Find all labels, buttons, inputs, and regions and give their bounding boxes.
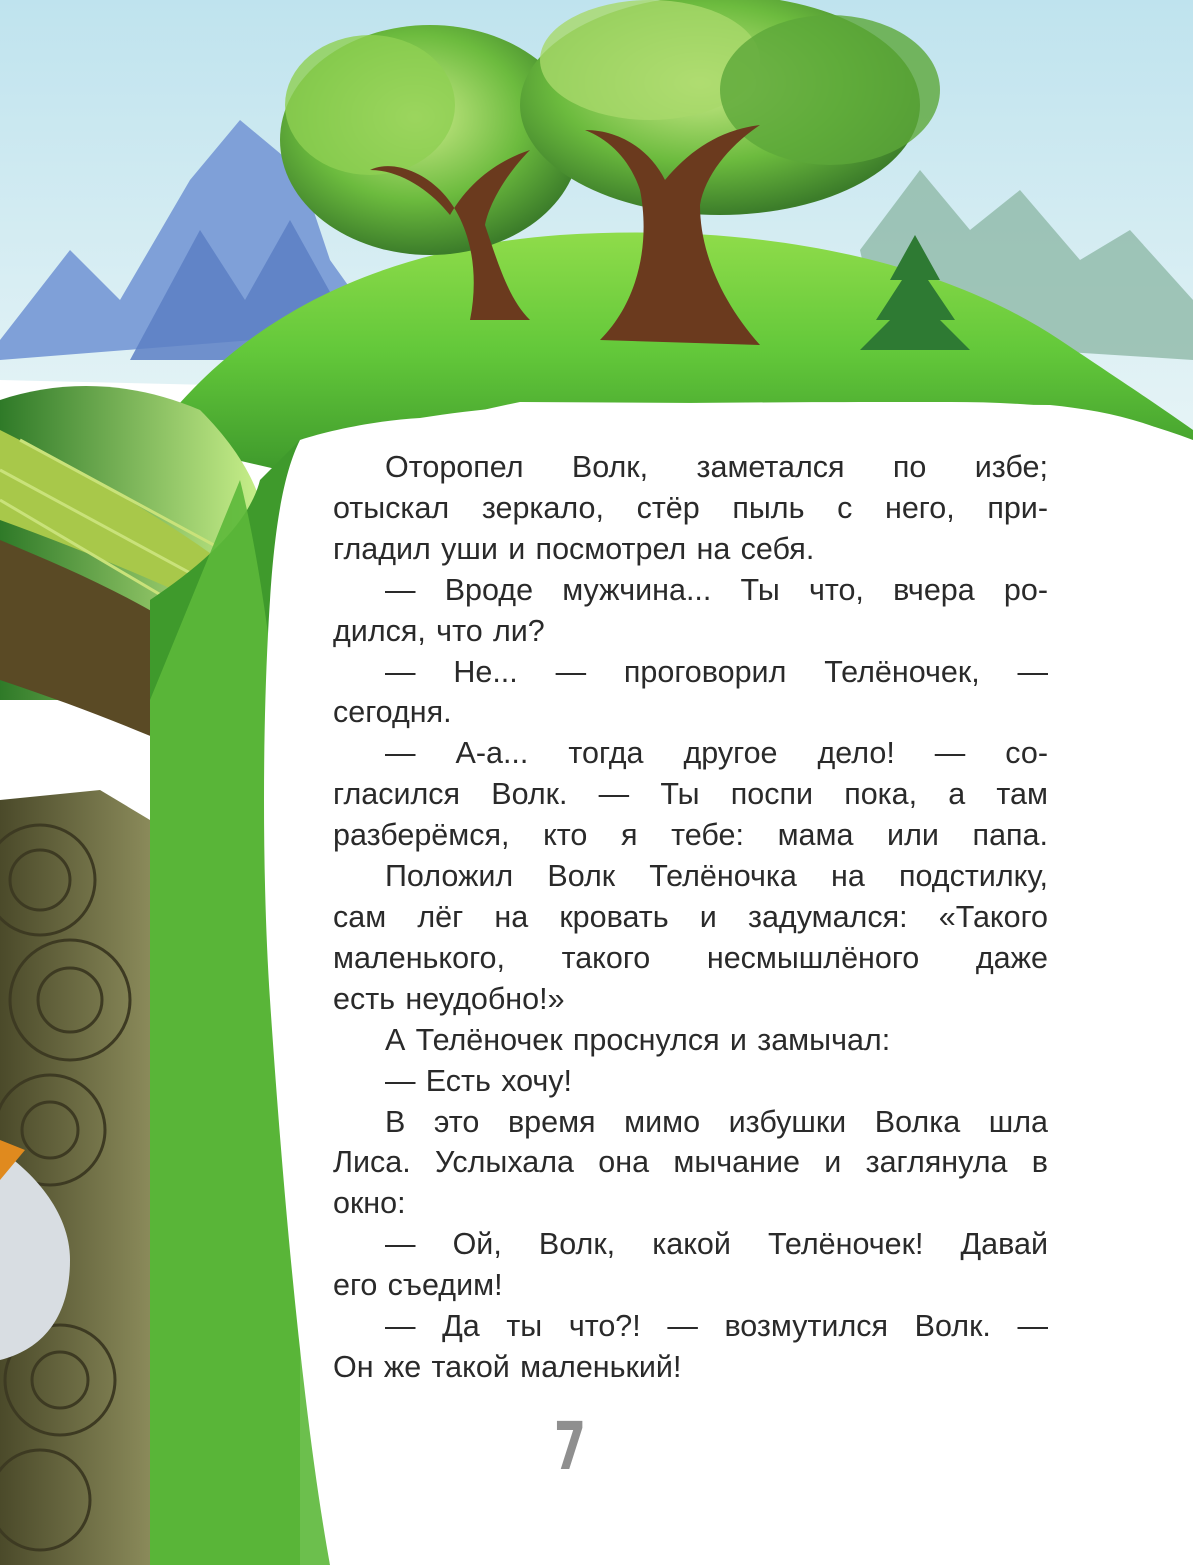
text-line: его съедим! <box>333 1268 503 1303</box>
text-line: А Телёночек проснулся и замычал: <box>385 1022 891 1057</box>
text-line: окно: <box>333 1186 406 1221</box>
text-line: Он же такой маленький! <box>333 1349 682 1384</box>
text-line: гласился Волк. — Ты поспи пока, а там <box>333 777 1048 812</box>
text-line: — Вроде мужчина... Ты что, вчера ро- <box>385 572 1048 607</box>
text-line: — Да ты что?! — возмутился Волк. — <box>385 1309 1048 1344</box>
text-line: — Есть хочу! <box>385 1063 573 1098</box>
text-line: гладил уши и посмотрел на себя. <box>333 531 815 566</box>
text-line: Положил Волк Телёночка на подстилку, <box>385 859 1048 894</box>
text-line: — Ой, Волк, какой Телёночек! Давай <box>385 1227 1048 1262</box>
page-number: 7 <box>553 1408 587 1485</box>
text-line: есть неудобно!» <box>333 981 565 1016</box>
text-line: Оторопел Волк, заметался по избе; <box>385 450 1048 484</box>
text-line: маленького, такого несмышлёного даже <box>333 940 1048 975</box>
text-line: сам лёг на кровать и задумался: «Такого <box>333 899 1048 934</box>
text-line: В это время мимо избушки Волка шла <box>385 1104 1048 1139</box>
text-line: сегодня. <box>333 695 452 730</box>
text-line: Лиса. Услыхала она мычание и заглянула в <box>333 1145 1048 1180</box>
text-line: — А-а... тогда другое дело! — со- <box>385 736 1048 771</box>
story-text <box>333 447 1048 1388</box>
text-line: отыскал зеркало, стёр пыль с него, при- <box>333 490 1048 525</box>
text-line: — Не... — проговорил Телёночек, — <box>385 654 1048 689</box>
text-line: дился, что ли? <box>333 613 545 648</box>
text-line: разберёмся, кто я тебе: мама или папа. <box>333 818 1048 853</box>
